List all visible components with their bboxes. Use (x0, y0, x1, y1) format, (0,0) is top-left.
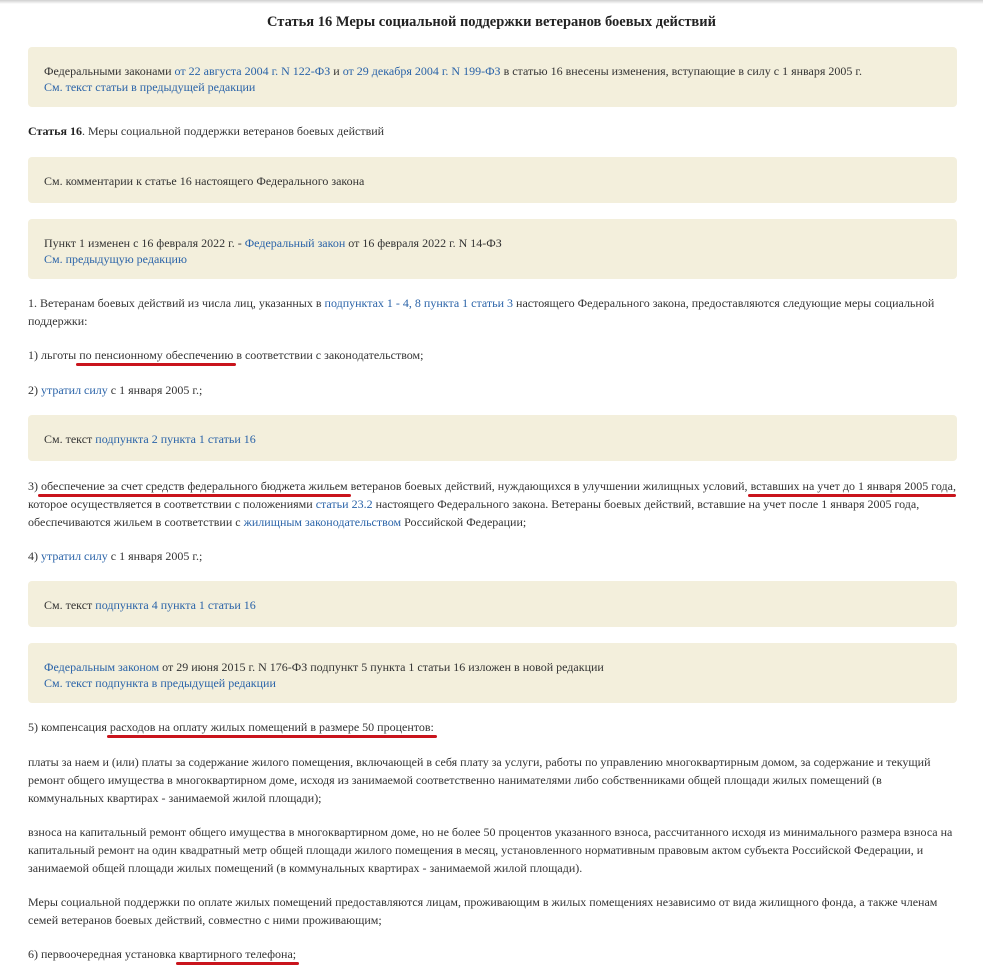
highlight-compensation: расходов на оплату жилых помещений в размере 50 процентов: (109, 720, 434, 734)
item-4: 4) утратил силу с 1 января 2005 г.; (28, 549, 203, 563)
subparagraphs-link[interactable]: подпунктах 1 - 4, 8 пункта 1 статьи 3 (324, 296, 514, 310)
item-1: 1) льготы по пенсионному обеспечению в соответствии с законодательством; (28, 348, 424, 362)
law-122-fz-link[interactable]: от 22 августа 2004 г. N 122-ФЗ (174, 64, 331, 78)
subparagraph-4-link[interactable]: подпункта 4 пункта 1 статьи 16 (95, 598, 256, 612)
page-title: Статья 16 Меры социальной поддержки ветеранов боевых действий (267, 14, 716, 30)
item-6: 6) первоочередная установка квартирного телефона; (28, 947, 297, 961)
item-5-eligibility: Меры социальной поддержки по оплате жилых помещений предоставляются лицам, проживающим в жилых помещениях независимо от вида жилищного фонда, а также членам семей ветеранов боевых действий, совместно с ними проживающим; (28, 895, 938, 927)
item-3: 3) обеспечение за счет средств федерального бюджета жильем ветеранов боевых действий, нуждающихся в улучшении жилищных условий, вставших на учет до 1 января 2005 года, которое осуществляется в соответствии с положениями статьи 23.2 настоящего Федерального закона. Ветераны боевых действий, вставшие на учет после 1 января 2005 года, обеспечиваются жильем в соответствии с жилищным законодательством Российской Федерации; (28, 479, 956, 529)
federal-law-176-fz-link[interactable]: Федеральным законом (44, 660, 160, 674)
item-5-rent: платы за наем и (или) платы за содержание жилого помещения, включающей в себя плату за услуги, работы по управлению многоквартирным домом, за содержание и текущий ремонт общего имущества в многоквартирном доме, исходя из занимаемой соответственно нанимателями либо собственниками общей площади жилых помещений (в коммунальных квартирах - занимаемой жилой площади); (28, 755, 931, 805)
federal-law-link[interactable]: Федеральный закон (244, 236, 346, 250)
top-shadow-bar (0, 0, 983, 4)
highlight-phone: квартирного телефона; (179, 947, 297, 961)
law-199-fz-link[interactable]: от 29 декабря 2004 г. N 199-ФЗ (342, 64, 501, 78)
item-5: 5) компенсация расходов на оплату жилых помещений в размере 50 процентов: (28, 720, 434, 734)
subparagraph-previous-edition-link[interactable]: См. текст подпункта в предыдущей редакции (44, 676, 276, 690)
previous-edition-link[interactable]: См. текст статьи в предыдущей редакции (44, 80, 256, 94)
article-23-2-link[interactable]: статьи 23.2 (315, 497, 373, 511)
text-note-subparagraph-2: См. текст подпункта 2 пункта 1 статьи 16 (28, 415, 957, 461)
highlight-pension: по пенсионному обеспечению (79, 348, 234, 362)
lost-force-link-1[interactable]: утратил силу (41, 383, 108, 397)
amendment-note-1: Федеральными законами от 22 августа 2004 г. N 122-ФЗ и от 29 декабря 2004 г. N 199-ФЗ в статью 16 внесены изменения, вступающие в силу с 1 января 2005 г. См. текст статьи в предыдущей редакции (28, 47, 957, 107)
article-number: Статья 16 (28, 124, 82, 138)
paragraph-1: 1. Ветеранам боевых действий из числа лиц, указанных в подпунктах 1 - 4, 8 пункта 1 статьи 3 настоящего Федерального закона, предоставляются следующие меры социальной поддержки: (28, 296, 935, 328)
amendment-note-3: Федеральным законом от 29 июня 2015 г. N 176-ФЗ подпункт 5 пункта 1 статьи 16 изложен в новой редакции См. текст подпункта в предыдущей редакции (28, 643, 957, 703)
subparagraph-2-link[interactable]: подпункта 2 пункта 1 статьи 16 (95, 432, 256, 446)
housing-legislation-link[interactable]: жилищным законодательством (243, 515, 402, 529)
lost-force-link-2[interactable]: утратил силу (41, 549, 108, 563)
item-2: 2) утратил силу с 1 января 2005 г.; (28, 383, 203, 397)
previous-edition-link-2[interactable]: См. предыдущую редакцию (44, 252, 187, 266)
highlight-registered: вставших на учет до 1 января 2005 года (750, 479, 953, 493)
highlight-housing: обеспечение за счет средств федерального бюджета жильем (41, 479, 348, 493)
amendment-note-2: Пункт 1 изменен с 16 февраля 2022 г. - Федеральный закон от 16 февраля 2022 г. N 14-ФЗ См. предыдущую редакцию (28, 219, 957, 279)
text-note-subparagraph-4: См. текст подпункта 4 пункта 1 статьи 16 (28, 581, 957, 627)
item-5-capital-repair: взноса на капитальный ремонт общего имущества в многоквартирном доме, но не более 50 процентов указанного взноса, рассчитанного исходя из минимального размера взноса на капитальный ремонт на один квадратный метр общей площади жилого помещения в месяц, установленного нормативным правовым актом субъекта Российской Федерации, и занимаемой общей площади жилых помещений (в коммунальных квартирах - занимаемой жилой площади). (28, 825, 953, 875)
article-heading: Статья 16. Меры социальной поддержки ветеранов боевых действий (28, 124, 385, 138)
commentary-note: См. комментарии к статье 16 настоящего Федерального закона (28, 157, 957, 203)
